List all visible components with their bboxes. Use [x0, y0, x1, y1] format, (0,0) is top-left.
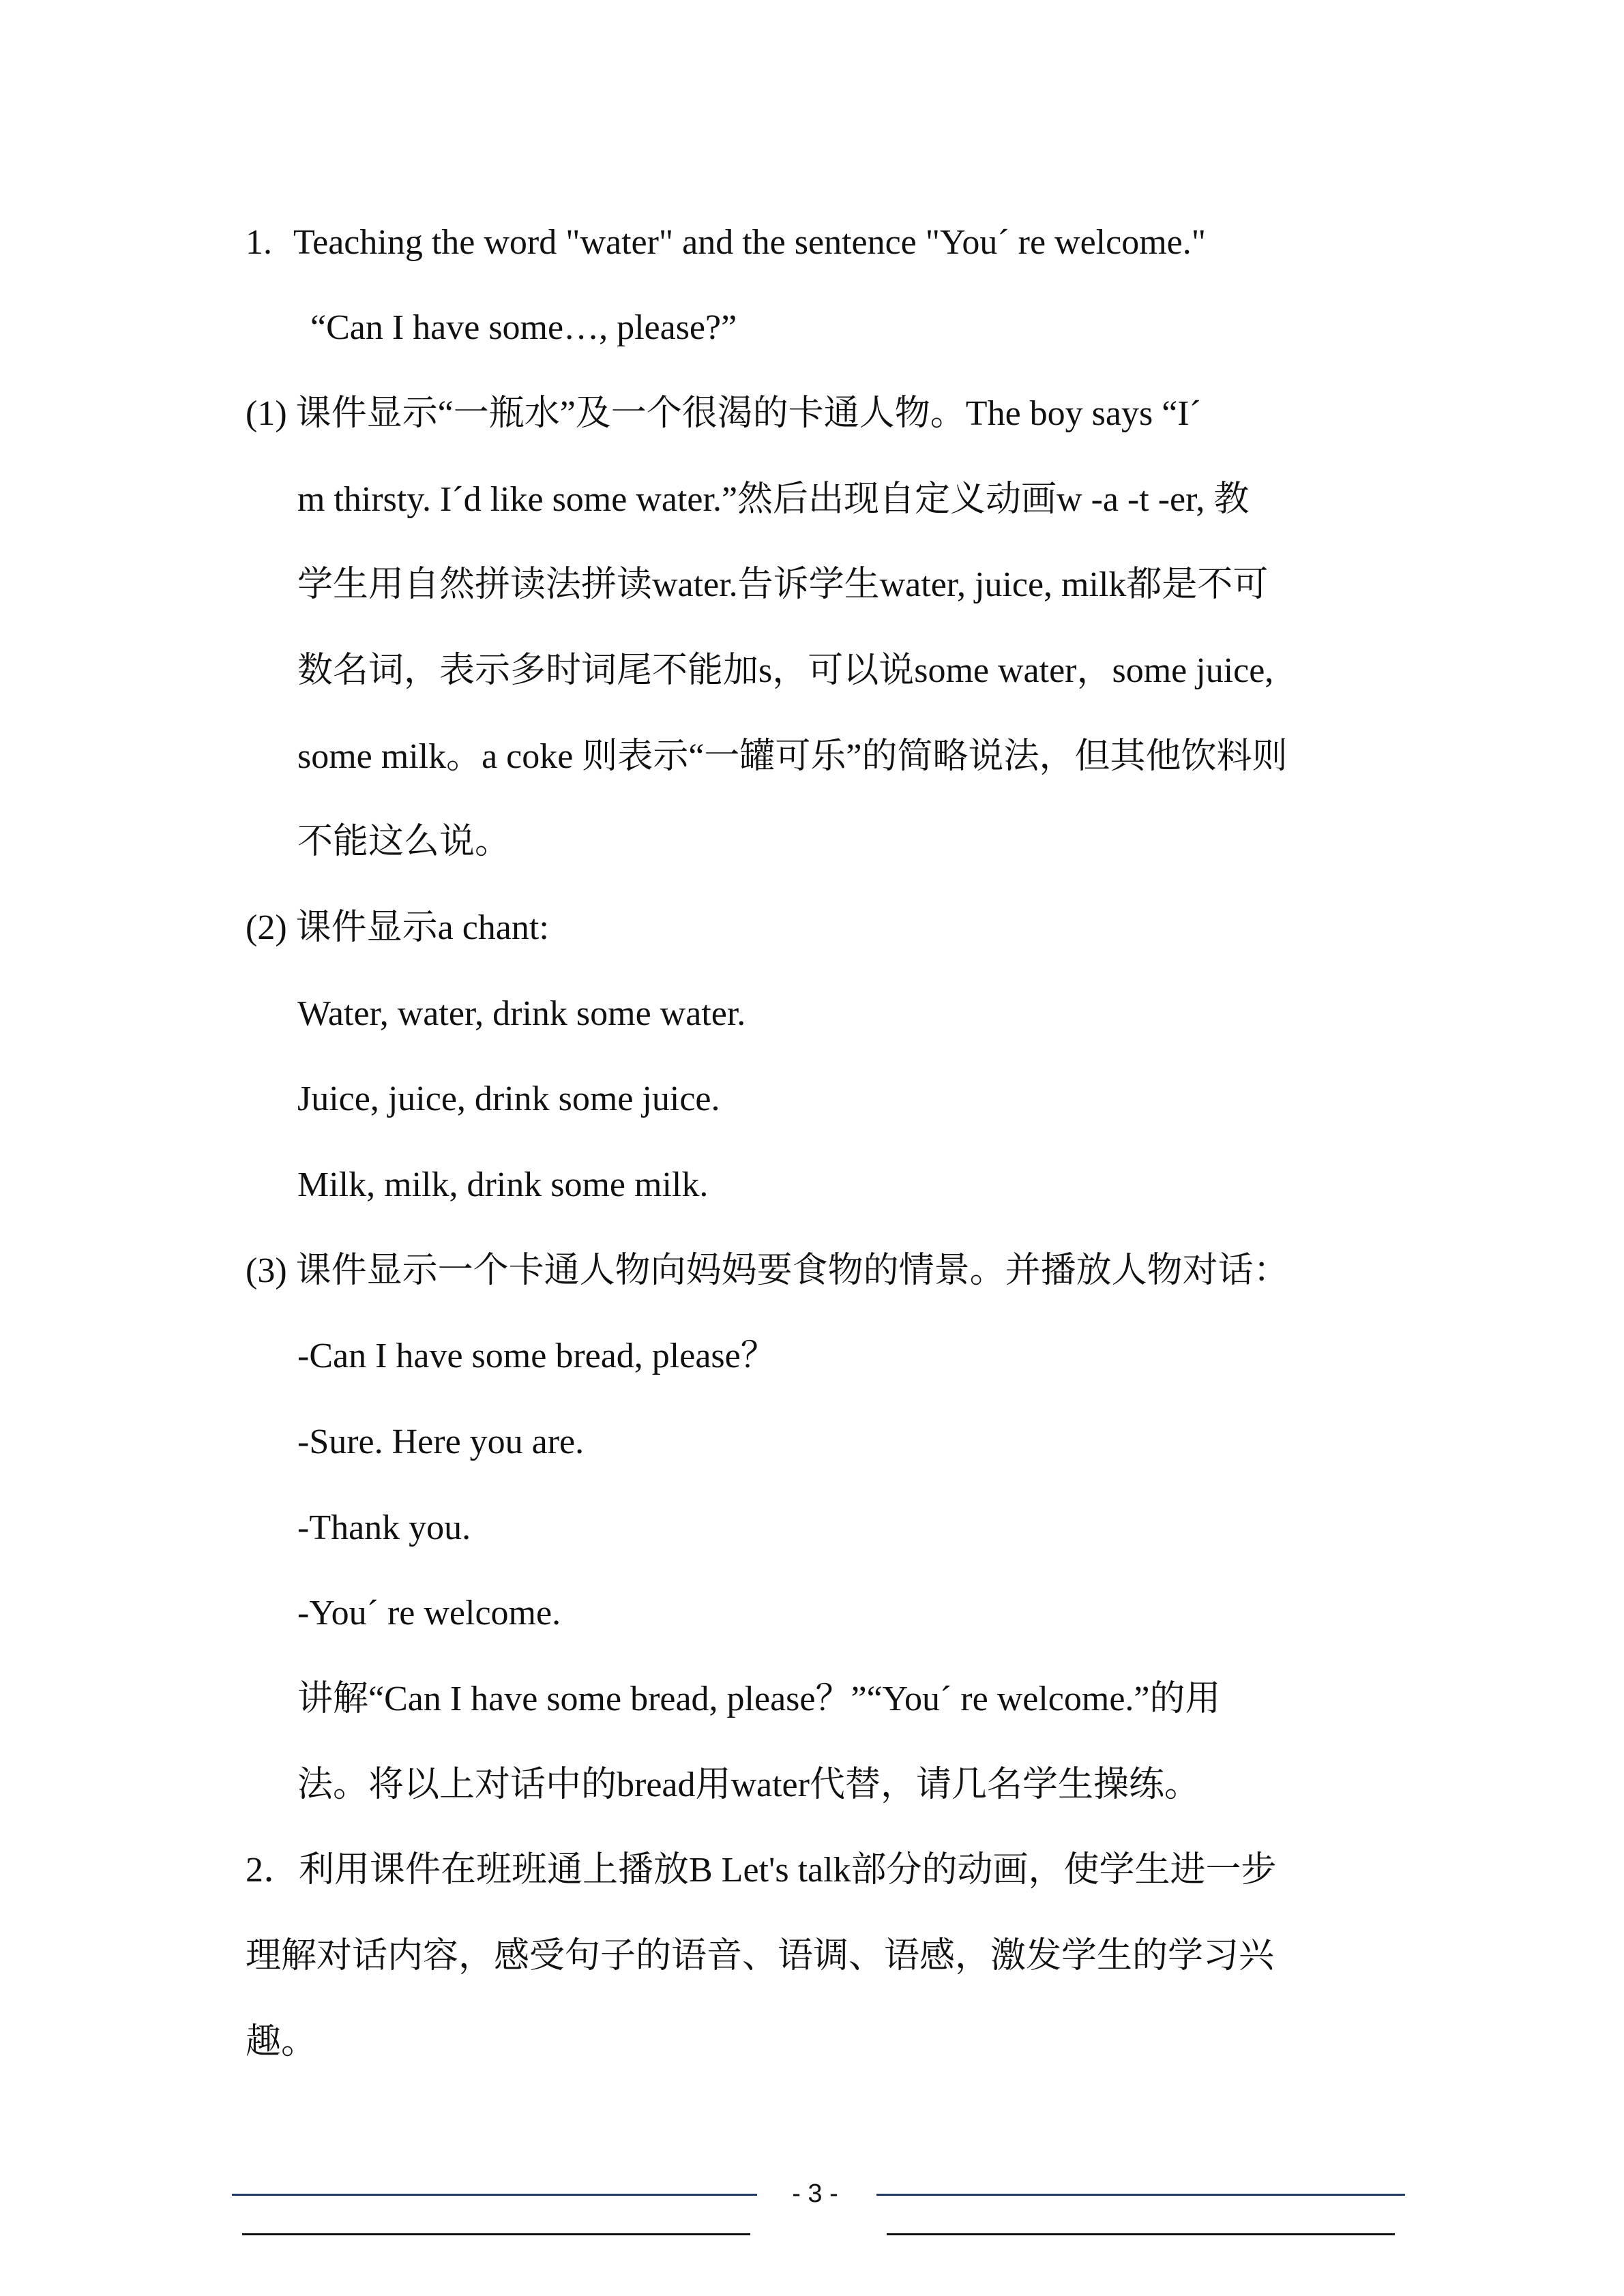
footer-rule-left-bottom [242, 2233, 750, 2235]
step1-line-4: some milk。a coke 则表示“一罐可乐”的简略说法，但其他饮料则 [297, 737, 1288, 776]
step1-line-5: 不能这么说。 [297, 822, 511, 861]
item2-line-2: 趣。 [246, 2023, 317, 2061]
footer-rule-right-top [876, 2194, 1405, 2196]
step3-heading [246, 1247, 1289, 1295]
dialogue-line-2: -Thank you. [297, 1508, 471, 1547]
explain-line-1: 法。将以上对话中的bread用water代替，请几名学生操练。 [297, 1765, 1200, 1804]
item1-number: 1. [246, 223, 272, 262]
step1-number: (1) [246, 394, 287, 433]
chant-line-0: Water, water, drink some water. [297, 994, 746, 1033]
step2-heading [246, 904, 549, 952]
item1-heading [246, 219, 1206, 267]
page-number: - 3 - [792, 2179, 838, 2208]
dialogue-line-3: -You´ re welcome. [297, 1594, 561, 1632]
dialogue-line-0: -Can I have some bread, please？ [297, 1337, 776, 1375]
item2-line-1: 理解对话内容，感受句子的语音、语调、语感，激发学生的学习兴 [246, 1937, 1275, 1976]
chant-line-1: Juice, juice, drink some juice. [297, 1079, 720, 1118]
step1-line-3: 数名词，表示多时词尾不能加s，可以说some water，some juice, [297, 651, 1274, 690]
step1-text-0: 课件显示“一瓶水”及一个很渴的卡通人物。The boy says “I´ [295, 394, 1201, 433]
chant-line-2: Milk, milk, drink some milk. [297, 1165, 709, 1204]
item2-line-0: 2．利用课件在班班通上播放B Let's talk部分的动画，使学生进一步 [246, 1851, 1277, 1890]
step1-line-1: m thirsty. I´d like some water.”然后出现自定义动画w -a -t -er, 教 [297, 480, 1250, 519]
footer-rule-left-top [232, 2194, 757, 2196]
item1-title: Teaching the word "water" and the sentence "You´ re welcome." [293, 223, 1206, 262]
step2-heading-text: 课件显示a chant: [295, 908, 549, 947]
item1-subtitle: “Can I have some…, please?” [310, 308, 737, 347]
step3-heading-text: 课件显示一个卡通人物向妈妈要食物的情景。并播放人物对话： [295, 1251, 1289, 1290]
explain-line-0: 讲解“Can I have some bread, please？”“You´ re welcome.”的用 [297, 1680, 1221, 1718]
step1-line-2: 学生用自然拼读法拼读water.告诉学生water, juice, milk都是不可 [297, 565, 1269, 604]
dialogue-line-1: -Sure. Here you are. [297, 1422, 585, 1461]
footer-rule-right-bottom [887, 2233, 1395, 2235]
step2-number: (2) [246, 908, 287, 947]
step1-line-0 [246, 390, 1201, 438]
step3-number: (3) [246, 1251, 287, 1290]
